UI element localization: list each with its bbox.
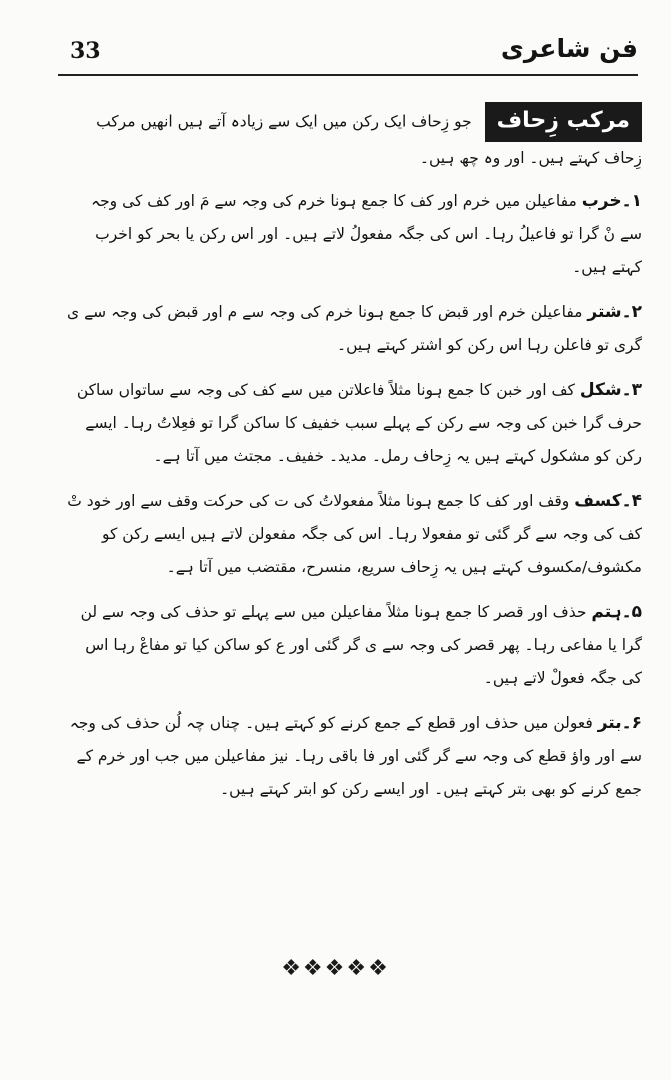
item-text: کف اور خبن کا جمع ہونا مثلاً فاعلاتن میں سے کف کی وجہ سے ساتواں ساکن حرف گرا خبن کی وجہ سے رکن کے پہلے سبب خفیف کا ساکن گرا تو فعِلاتُ رہا۔ ایسے رکن کو مشکول کہتے ہیں یہ زِحاف رمل۔ مدید۔ خفیف۔ مجتث میں آتا ہے۔ [76,381,642,465]
item-text: مفاعیلن میں خرم اور کف کا جمع ہونا خرم کی وجہ سے مَ اور کف کی وجہ سے نْ گرا تو فاعیلُ رہا۔ اس کی جگہ مفعولُ لاتے ہیں۔ اور اس رکن یا بحر کو اخرب کہتے ہیں۔ [91,192,642,276]
page-body [66,98,642,818]
item-term: شکل [579,380,622,400]
list-item [66,596,642,695]
list-item [66,485,642,584]
list-item [66,707,642,806]
ornament-divider: ❖❖❖❖❖ [281,956,390,981]
section-intro [66,102,642,175]
page-number: 33 [70,38,101,64]
page-header [58,28,638,74]
item-text: وقف اور کف کا جمع ہونا مثلاً مفعولاتُ کی ت کی حرکت وقف سے اور خود تْ کف کی وجہ سے گر گئی تو مفعولا رہا۔ اس کی جگہ مفعولن لاتے ہیں ایسے رکن کو مکشوف/مکسوف کہتے ہیں یہ زِحاف سریع، منسرح، مقتضب میں آتا ہے۔ [67,492,642,576]
list-item [66,185,642,284]
item-term: ہتم [591,602,622,622]
list-item [66,296,642,362]
list-item [66,374,642,473]
item-number: ۲۔ [621,302,642,322]
item-number: ۵۔ [621,602,642,622]
running-title: فن شاعری [500,34,638,63]
header-rule [58,74,638,76]
item-number: ۳۔ [621,380,642,400]
item-number: ۱۔ [621,191,642,211]
item-term: کسف [574,491,622,511]
section-title: مرکب زِحاف [485,102,642,142]
item-text: مفاعیلن خرم اور قبض کا جمع ہونا خرم کی وجہ سے م اور قبض کی وجہ سے ی گری تو فاعلن رہا اس رکن کو اشتر کہتے ہیں۔ [67,303,642,354]
item-term: خرب [581,191,622,211]
item-text: حذف اور قصر کا جمع ہونا مثلاً مفاعیلن میں سے پہلے تو حذف کی وجہ سے لن گرا یا مفاعی رہا۔ پھر قصر کی وجہ سے ی گر گئی اور ع کو ساکن کیا تو مفاعْ رہا اس کی جگہ فعولْ لاتے ہیں۔ [80,603,642,687]
item-term: شتر [587,302,622,322]
item-number: ۴۔ [621,491,642,511]
item-text: فعولن میں حذف اور قطع کے جمع کرنے کو کہتے ہیں۔ چناں چہ لُن حذف کی وجہ سے اور واؤ قطع کی وجہ سے گر گئی اور فا باقی رہا۔ نیز مفاعیلن میں جب اور خرم کے جمع کرنے کو بھی بتر کہتے ہیں۔ اور ایسے رکن کو ابتر کہتے ہیں۔ [69,714,642,798]
item-term: بتر [597,713,622,733]
section-intro-text: جو زِحاف ایک رکن میں ایک سے زیادہ آتے ہیں انھیں مرکب زِحاف کہتے ہیں۔ اور وہ چھ ہیں۔ [96,112,642,167]
item-number: ۶۔ [621,713,642,733]
